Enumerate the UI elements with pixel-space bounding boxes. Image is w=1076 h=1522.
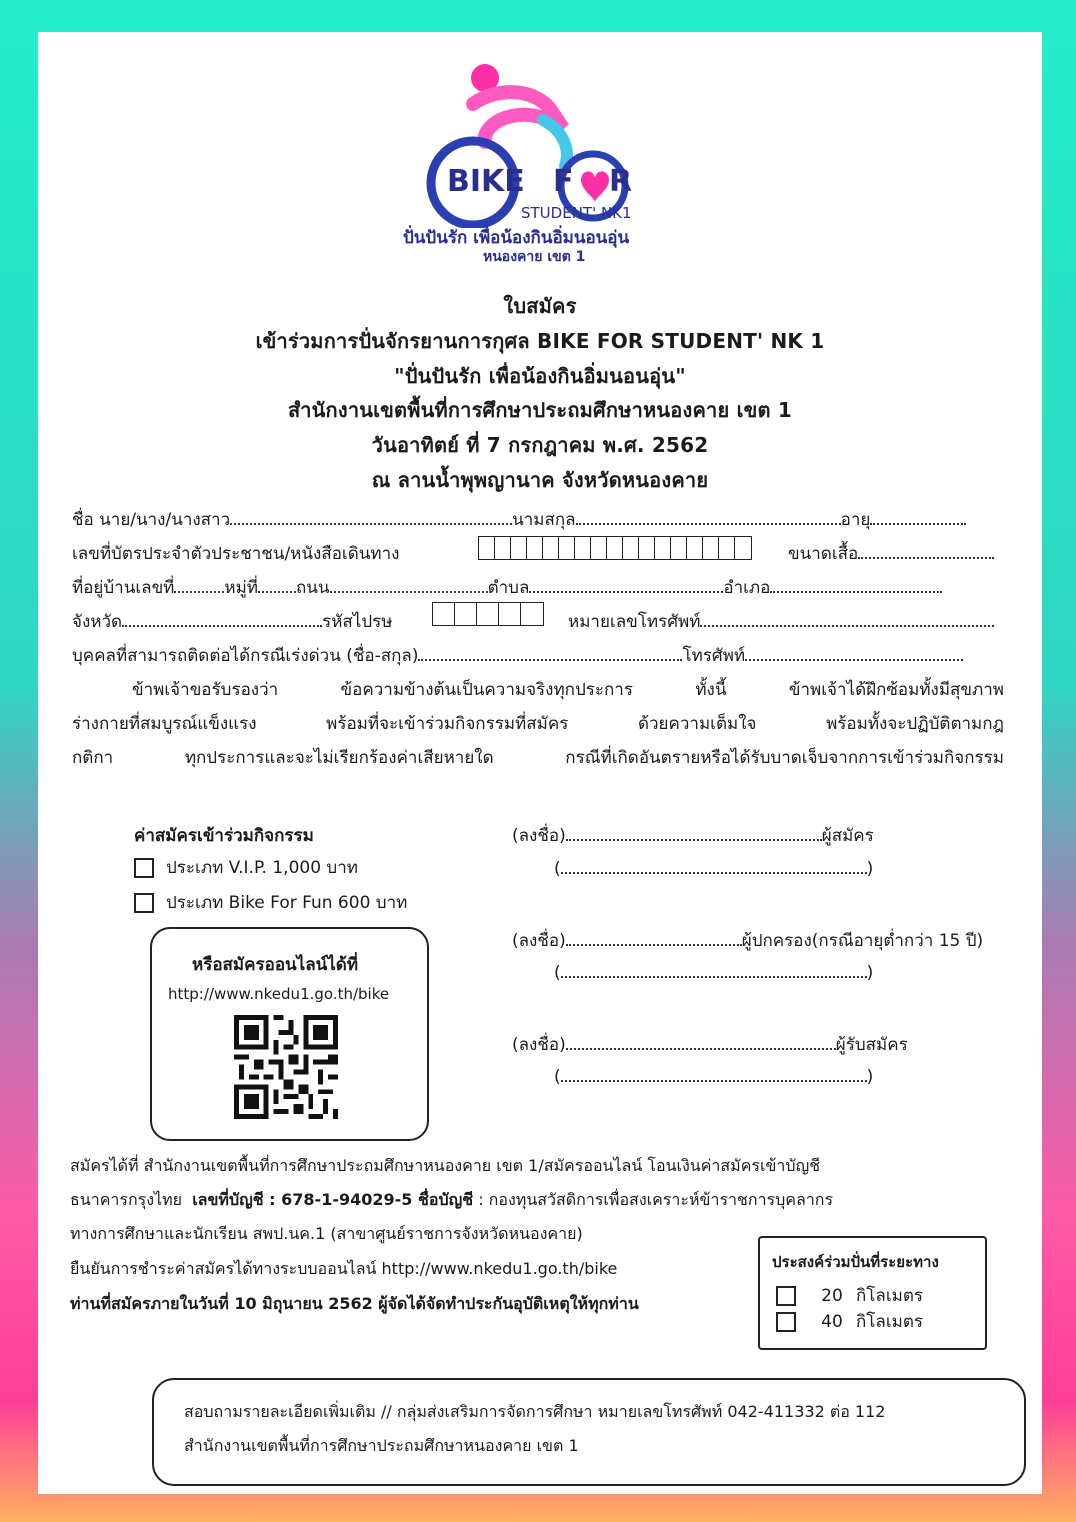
amphoe-label: อำเภอ: [723, 578, 771, 598]
application-form-paper: [38, 32, 1042, 1494]
emergency-phone-field[interactable]: [745, 645, 963, 661]
signature-receiver: [512, 1031, 908, 1058]
postcode-boxes[interactable]: [432, 602, 544, 626]
distance-km: 20: [821, 1286, 843, 1306]
online-title: หรือสมัครออนไลน์ได้ที่: [192, 955, 359, 975]
applicant-name-line[interactable]: ( ): [554, 859, 874, 879]
tambon-label: ตำบล: [487, 578, 530, 598]
distance-km: 40: [821, 1312, 843, 1332]
fee-option-bike-for-fun[interactable]: [134, 889, 407, 916]
id-card-label: เลขที่บัตรประจำตัวประชาชน/หนังสือเดินทาง: [72, 544, 400, 564]
tambon-field[interactable]: [529, 577, 723, 593]
signature-applicant: [512, 822, 874, 849]
declaration-text: ด้วยความเต็มใจ: [637, 714, 757, 734]
surname-field[interactable]: [576, 509, 841, 525]
event-date: วันอาทิตย์ ที่ 7 กรกฎาคม พ.ศ. 2562: [371, 433, 709, 457]
distance-20-checkbox[interactable]: [776, 1286, 796, 1306]
fee-option-vip[interactable]: [134, 854, 358, 881]
surname-label: นามสกุล: [512, 510, 576, 530]
amphoe-field[interactable]: [770, 577, 942, 593]
event-name: เข้าร่วมการปั่นจักรยานการกุศล BIKE FOR STUDENT' NK 1: [255, 329, 825, 353]
account-name: : กองทุนสวัสดิการเพื่อสงเคราะห์ข้าราชการบุคลากร: [478, 1190, 834, 1209]
bike-for-fun-checkbox[interactable]: [134, 893, 154, 913]
emergency-contact-field[interactable]: [418, 645, 682, 661]
contact-line-1: สอบถามรายละเอียดเพิ่มเติม // กลุ่มส่งเสริมการจัดการศึกษา หมายเลขโทรศัพท์ 042-411332 ต่อ 112: [184, 1402, 886, 1421]
declaration-text: พร้อมที่จะเข้าร่วมกิจกรรมที่สมัคร: [326, 714, 569, 734]
phone-field[interactable]: [700, 611, 994, 627]
distance-box: [758, 1236, 987, 1350]
event-logo: [403, 58, 673, 268]
phone-label: หมายเลขโทรศัพท์: [568, 612, 701, 632]
online-url[interactable]: http://www.nkedu1.go.th/bike: [168, 985, 390, 1003]
online-register-box: [150, 927, 429, 1141]
distance-option-20[interactable]: [776, 1282, 923, 1309]
bike-for-fun-label: ประเภท Bike For Fun 600 บาท: [166, 893, 408, 913]
distance-title: ประสงค์ร่วมปั่นที่ระยะทาง: [772, 1253, 939, 1271]
logo-area: หนองคาย เขต 1: [483, 249, 586, 265]
age-field[interactable]: [870, 509, 966, 525]
vip-checkbox[interactable]: [134, 858, 154, 878]
contact-box: [152, 1378, 1026, 1486]
applicant-signature-field[interactable]: [566, 825, 822, 841]
event-slogan: "ปั่นปันรัก เพื่อน้องกินอิ่มนอนอุ่น": [394, 364, 686, 388]
declaration-text: กติกา: [72, 748, 114, 768]
moo-label: หมู่ที่: [224, 578, 259, 598]
house-no-label: ที่อยู่บ้านเลขที่: [72, 578, 175, 598]
distance-40-checkbox[interactable]: [776, 1312, 796, 1332]
signature-guardian: [512, 927, 983, 954]
distance-unit: กิโลเมตร: [856, 1286, 924, 1306]
province-row: [72, 608, 392, 635]
declaration-text: ทั้งนี้: [695, 680, 727, 700]
logo-for-f: F: [553, 164, 574, 199]
receiver-name-line[interactable]: ( ): [554, 1067, 874, 1087]
road-field[interactable]: [330, 577, 488, 593]
signature-role: ผู้ปกครอง(กรณีอายุต่ำกว่า 15 ปี): [741, 931, 984, 951]
province-label: จังหวัด: [72, 612, 123, 632]
declaration-text: ร่างกายที่สมบูรณ์แข็งแรง: [72, 714, 257, 734]
payment-line-1: สมัครได้ที่ สำนักงานเขตพื้นที่การศึกษาประถมศึกษาหนองคาย เขต 1/สมัครออนไลน์ โอนเงินค่าสมัครเข้าบัญชี: [70, 1156, 821, 1175]
logo-bike-text: BIKE: [447, 164, 525, 199]
postcode-label: รหัสไปรษ: [322, 612, 393, 632]
name-row: [72, 506, 966, 533]
shirt-row: [788, 540, 994, 567]
payment-line-3: ทางการศึกษาและนักเรียน สพป.นค.1 (สาขาศูนย์ราชการจังหวัดหนองคาย): [70, 1224, 583, 1243]
distance-unit: กิโลเมตร: [856, 1312, 924, 1332]
guardian-name-line[interactable]: ( ): [554, 963, 874, 983]
age-label: อายุ: [840, 510, 871, 530]
moo-field[interactable]: [258, 577, 296, 593]
logo-student-text: STUDENT' NK1: [521, 204, 632, 222]
event-venue: ณ ลานน้ำพุพญานาค จังหวัดหนองคาย: [371, 468, 709, 492]
logo-slogan: ปั่นปันรัก เพื่อน้องกินอิ่มนอนอุ่น: [403, 228, 630, 248]
signature-role: ผู้สมัคร: [821, 826, 874, 846]
contact-line-2: สำนักงานเขตพื้นที่การศึกษาประถมศึกษาหนองคาย เขต 1: [184, 1436, 579, 1455]
signature-role: ผู้รับสมัคร: [835, 1035, 908, 1055]
house-no-field[interactable]: [174, 577, 224, 593]
shirt-size-label: ขนาดเสื้อ: [788, 544, 859, 564]
bank-name: ธนาคารกรุงไทย: [70, 1190, 183, 1209]
logo-for-r: R: [609, 164, 633, 199]
shirt-size-field[interactable]: [858, 543, 994, 559]
declaration-line-1: [132, 676, 1004, 703]
payment-line-4: ยืนยันการชำระค่าสมัครได้ทางระบบออนไลน์ http://www.nkedu1.go.th/bike: [70, 1259, 618, 1278]
emergency-phone-label: โทรศัพท์: [682, 646, 746, 666]
account-number: เลขที่บัญชี : 678-1-94029-5 ชื่อบัญชี: [192, 1190, 474, 1209]
declaration-line-2: [72, 710, 1004, 737]
name-label: ชื่อ นาย/นาง/นางสาว: [72, 510, 231, 530]
payment-line-2: [70, 1188, 833, 1213]
signature-prefix: (ลงชื่อ): [512, 931, 566, 951]
phone-row: [568, 608, 994, 635]
declaration-text: กรณีที่เกิดอันตรายหรือได้รับบาดเจ็บจากการเข้าร่วมกิจกรรม: [565, 748, 1004, 768]
form-title: ใบสมัคร: [503, 294, 577, 318]
declaration-line-3: [72, 744, 1004, 771]
province-field[interactable]: [122, 611, 322, 627]
id-card-boxes[interactable]: [478, 536, 752, 560]
qr-code-icon[interactable]: [234, 1015, 338, 1119]
declaration-text: ข้อความข้างต้นเป็นความจริงทุกประการ: [340, 680, 633, 700]
bike-rider-logo-icon: [413, 58, 673, 228]
emergency-row: [72, 642, 963, 669]
road-label: ถนน: [296, 578, 330, 598]
receiver-signature-field[interactable]: [566, 1034, 836, 1050]
signature-prefix: (ลงชื่อ): [512, 826, 566, 846]
fees-title: ค่าสมัครเข้าร่วมกิจกรรม: [134, 826, 314, 846]
guardian-signature-field[interactable]: [566, 930, 742, 946]
declaration-text: ทุกประการและจะไม่เรียกร้องค่าเสียหายใด: [184, 748, 494, 768]
signature-prefix: (ลงชื่อ): [512, 1035, 566, 1055]
address-row: [72, 574, 942, 601]
emergency-contact-label: บุคคลที่สามารถติดต่อได้กรณีเร่งด่วน (ชื่อ-สกุล): [72, 646, 419, 666]
declaration-text: ข้าพเจ้าได้ฝึกซ้อมทั้งมีสุขภาพ: [788, 680, 1004, 700]
declaration-text: ข้าพเจ้าขอรับรองว่า: [132, 680, 279, 700]
declaration-text: พร้อมทั้งจะปฏิบัติตามกฎ: [826, 714, 1004, 734]
vip-label: ประเภท V.I.P. 1,000 บาท: [166, 858, 358, 878]
distance-option-40[interactable]: [776, 1308, 923, 1335]
payment-line-5: ท่านที่สมัครภายในวันที่ 10 มิถุนายน 2562 ผู้จัดได้จัดทำประกันอุบัติเหตุให้ทุกท่าน: [70, 1294, 639, 1313]
organizer: สำนักงานเขตพื้นที่การศึกษาประถมศึกษาหนองคาย เขต 1: [288, 398, 792, 422]
name-field[interactable]: [230, 509, 512, 525]
